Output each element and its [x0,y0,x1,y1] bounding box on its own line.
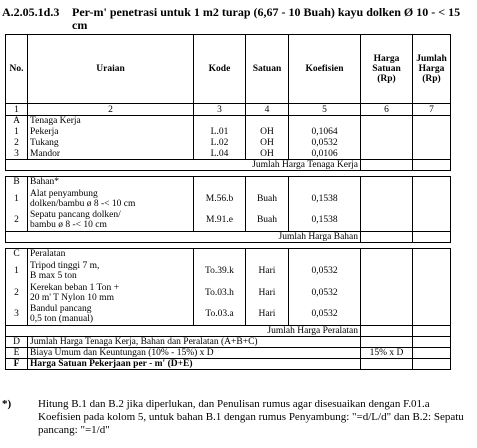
col-number: 5 [289,104,361,116]
col-number: 7 [413,104,451,116]
subtotal-label: Jumlah Harga Bahan [6,232,361,243]
subtotal-row [6,232,451,243]
section-letter: A [6,116,28,127]
row-kode: M.56.b [194,188,246,210]
header-harga-satuan: Harga Satuan (Rp) [361,35,413,104]
row-satuan: OH [246,127,289,138]
row-kode: M.91.e [194,210,246,232]
row-satuan: Hari [246,282,289,304]
col-number: 4 [246,104,289,116]
row-uraian-line2: dolken/bambu ø 8 -< 10 cm [30,198,136,209]
row-uraian: Pekerja [28,127,194,138]
footnote-mark: *) [2,398,12,410]
row-e [6,348,451,359]
row-uraian-line1: Tripod tinggi 7 m, [30,260,100,271]
row-letter: D [6,337,28,348]
header-jumlah-harga: Jumlah Harga (Rp) [413,35,451,104]
section-title: Peralatan [28,249,194,260]
row-f [6,359,451,370]
row-no: 2 [6,210,28,232]
row-uraian-line2: 0,5 ton (manual) [30,314,94,325]
subtotal-row [6,160,451,171]
table-row [6,127,451,138]
row-koefisien: 0,1538 [289,210,361,232]
row-uraian-line1: Sepatu pancang dolken/ [30,210,121,221]
table-row [6,138,451,149]
row-uraian [28,188,194,210]
row-satuan: Buah [246,210,289,232]
table-row [6,188,451,210]
row-koefisien: 0,0532 [289,138,361,149]
row-satuan: Hari [246,304,289,326]
col-number: 1 [6,104,28,116]
row-no: 1 [6,260,28,282]
row-uraian-line2: 20 m' T Nylon 10 mm [30,292,114,303]
row-no: 1 [6,127,28,138]
row-no: 1 [6,188,28,210]
item-description: Per-m' penetrasi untuk 1 m2 turap (6,67 - 10 Buah) kayu dolken Ø 10 - < 15 cm [72,5,461,32]
row-uraian [28,282,194,304]
col-number: 2 [28,104,194,116]
row-d-label: Jumlah Harga Tenaga Kerja, Bahan dan Peralatan (A+B+C) [28,337,361,348]
row-koefisien: 0,1064 [289,127,361,138]
table-row [6,282,451,304]
row-kode: To.39.k [194,260,246,282]
row-koefisien: 0,1538 [289,188,361,210]
col-number: 6 [361,104,413,116]
row-koefisien: 0,0532 [289,260,361,282]
subtotal-label: Jumlah Harga Tenaga Kerja [6,160,361,171]
section-b-header [6,177,451,188]
row-uraian-line1: Bandul pancang [30,304,92,315]
row-satuan: OH [246,138,289,149]
row-koefisien: 0,0532 [289,282,361,304]
section-letter: C [6,249,28,260]
column-number-row [6,104,451,116]
item-code: A.2.05.1d.3 [2,5,60,19]
row-koefisien: 0,0106 [289,149,361,160]
header-row [6,35,451,104]
row-satuan: Buah [246,188,289,210]
subtotal-label: Jumlah Harga Peralatan [6,326,361,337]
row-uraian-line2: B max 5 ton [30,270,77,281]
col-number: 3 [194,104,246,116]
table-row [6,149,451,160]
row-e-value: 15% x D [361,348,413,359]
row-e-label: Biaya Umum dan Keuntungan (10% - 15%) x D [28,348,361,359]
row-no: 3 [6,304,28,326]
row-kode: To.03.a [194,304,246,326]
unit-price-analysis-table [5,34,451,370]
section-title: Tenaga Kerja [28,116,194,127]
row-satuan: OH [246,149,289,160]
footnote-text: Hitung B.1 dan B.2 jika diperlukan, dan Penulisan rumus agar disesuaikan dengan F.01.a Koefisien pada kolom 5, untuk bahan B.1 dengan rumus Penyambung: "=d/L/d" dan B.2: Sepatu pancang: "=1/d" [38,398,464,436]
section-letter: B [6,177,28,188]
row-uraian-line1: Kerekan beban 1 Ton + [30,282,119,293]
row-d [6,337,451,348]
subtotal-row [6,326,451,337]
row-uraian-line1: Alat penyambung [30,188,98,199]
header-satuan: Satuan [246,35,289,104]
row-letter: E [6,348,28,359]
row-no: 3 [6,149,28,160]
row-uraian-line2: bambu ø 8 -< 10 cm [30,220,107,231]
row-uraian: Tukang [28,138,194,149]
row-no: 2 [6,138,28,149]
table-row [6,260,451,282]
row-kode: L.02 [194,138,246,149]
row-koefisien: 0,0532 [289,304,361,326]
table-row [6,210,451,232]
header-koefisien: Koefisien [289,35,361,104]
row-kode: L.01 [194,127,246,138]
row-kode: L.04 [194,149,246,160]
row-uraian [28,304,194,326]
row-letter: F [6,359,28,370]
section-a-header [6,116,451,127]
row-uraian [28,210,194,232]
row-uraian: Mandor [28,149,194,160]
section-c-header [6,249,451,260]
table-row [6,304,451,326]
row-uraian [28,260,194,282]
row-satuan: Hari [246,260,289,282]
header-no: No. [6,35,28,104]
header-kode: Kode [194,35,246,104]
header-uraian: Uraian [28,35,194,104]
row-kode: To.03.h [194,282,246,304]
row-no: 2 [6,282,28,304]
section-title: Bahan* [28,177,194,188]
row-f-label: Harga Satuan Pekerjaan per - m' (D+E) [28,359,361,370]
